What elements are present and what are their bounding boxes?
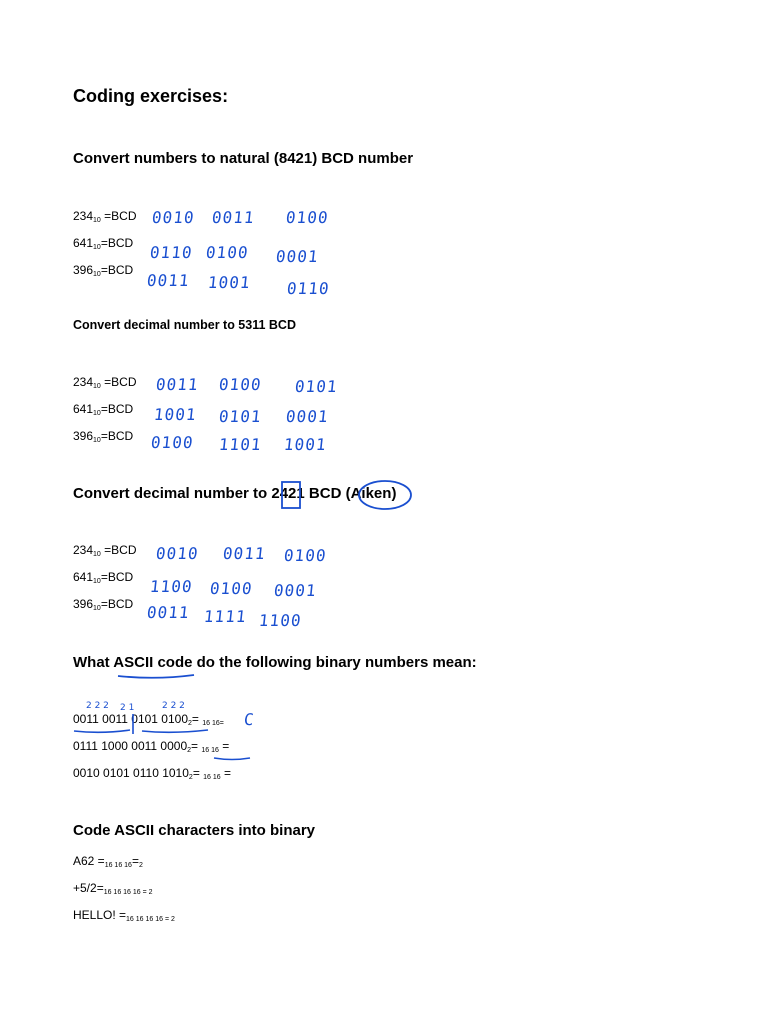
aiken-annotation	[278, 478, 418, 514]
s3-hw-3b: 1111	[203, 607, 248, 626]
s4-row-3: 0010 0101 0110 $1010_2= 16$ 16 =	[73, 766, 232, 781]
s1-hw-1c: 0100	[285, 208, 330, 227]
aiken-circle-mark	[359, 481, 411, 509]
nibble-split-marks	[72, 712, 212, 736]
section2-heading: Convert decimal number to 5311 BCD	[73, 318, 296, 332]
s1-hw-3c: 0110	[286, 279, 331, 298]
page-title: Coding exercises:	[73, 86, 229, 106]
s2-hw-1b: 0100	[218, 375, 263, 394]
s3-hw-1c: 0100	[283, 546, 328, 565]
s3-row-3: $396_{10}=BCD$	[73, 597, 134, 612]
s3-row-2: $641_{10}=BCD$	[73, 570, 134, 585]
powers-b-mark: 2 1	[120, 703, 135, 713]
s4-row-2: 0111 1000 0011 $0000_2= 16$ 16 =	[73, 739, 230, 754]
s3-hw-2a: 1100	[149, 577, 194, 596]
powers-c-mark: 2 2 2	[162, 701, 185, 711]
powers-a-mark: 2 2 2	[86, 701, 109, 711]
s1-hw-2c: 0001	[275, 247, 320, 266]
s3-hw-2c: 0001	[273, 581, 318, 600]
s5-row-3: HELLO! =16 16 16 16 = 2	[73, 908, 175, 923]
s3-hw-2b: 0100	[209, 579, 254, 598]
s2-hw-2a: 1001	[153, 405, 198, 424]
section1-heading: Convert numbers to natural (8421) BCD number	[73, 150, 414, 167]
s4-row-1: 0011 0011 0101 $0100_2= 16$ 16=	[73, 712, 224, 727]
s1-hw-2a: 0110	[149, 243, 194, 262]
s2-hw-2c: 0001	[285, 407, 330, 426]
s1-row-3: $396_{10}=BCD$	[73, 263, 134, 278]
s3-hw-1a: 0010	[155, 544, 200, 563]
s1-hw-3a: 0011	[146, 271, 191, 290]
s2-hw-3c: 1001	[283, 435, 328, 454]
s2-hw-3a: 0100	[150, 433, 195, 452]
s1-row-2: $641_{10}=BCD$	[73, 236, 134, 251]
s4-hw-answer: C	[243, 710, 256, 729]
s5-row-1: A62 =16 16 16=2	[73, 854, 143, 869]
s2-row-2: $641_{10}=BCD$	[73, 402, 134, 417]
s2-row-1: $234_{10} =BCD$	[73, 375, 137, 390]
section5-heading: Code ASCII characters into binary	[73, 822, 316, 839]
s2-hw-1a: 0011	[155, 375, 200, 394]
s2-hw-3b: 1101	[218, 435, 263, 454]
ascii-underline-mark	[116, 670, 196, 682]
s5-row-2: +5/2=16 16 16 16 = 2	[73, 881, 153, 896]
s1-hw-1a: 0010	[151, 208, 196, 227]
s1-hw-3b: 1001	[207, 273, 252, 292]
section4-heading: What ASCII code do the following binary numbers mean:	[73, 654, 477, 671]
s1-row-1: $234_{10} =BCD$	[73, 209, 137, 224]
section3-heading: Convert decimal number to 2421 BCD (Aiken)	[73, 485, 397, 502]
s2-hw-2b: 0101	[218, 407, 263, 426]
s3-hw-3a: 0011	[146, 603, 191, 622]
s3-row-1: $234_{10} =BCD$	[73, 543, 137, 558]
s3-hw-3c: 1100	[258, 611, 303, 630]
s2-hw-1c: 0101	[294, 377, 339, 396]
s3-hw-1b: 0011	[222, 544, 267, 563]
s2-row-3: $396_{10}=BCD$	[73, 429, 134, 444]
digit-box-mark	[282, 482, 300, 508]
row2-underline-mark	[212, 754, 252, 762]
s1-hw-1b: 0011	[211, 208, 256, 227]
s1-hw-2b: 0100	[205, 243, 250, 262]
